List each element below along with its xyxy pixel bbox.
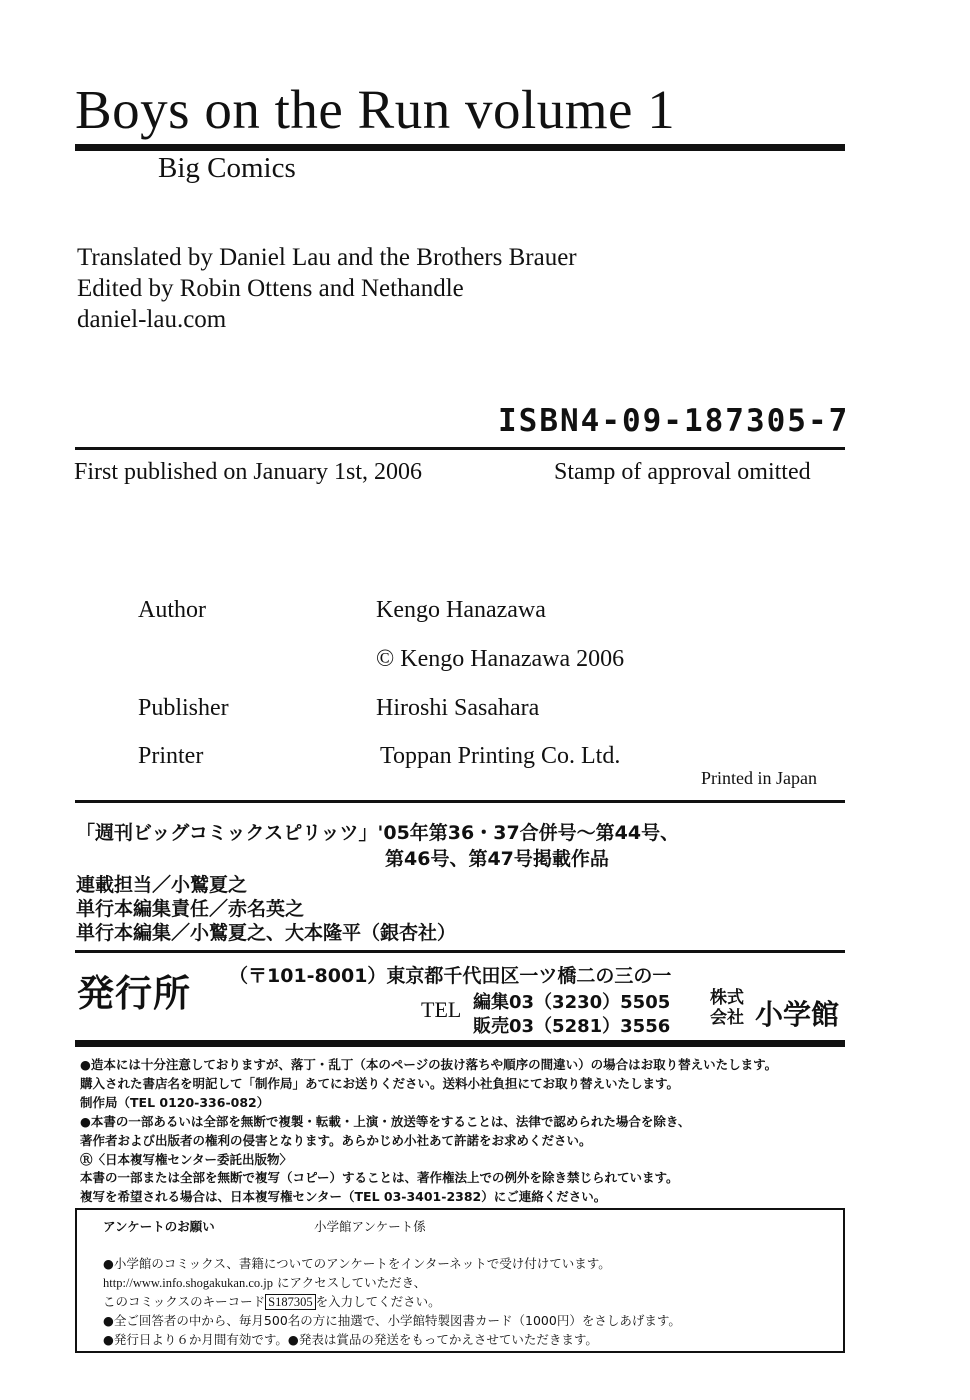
website-credit: daniel-lau.com xyxy=(77,306,227,333)
volume-chief-editor: 単行本編集責任／赤名英之 xyxy=(76,898,305,920)
survey-line: ●小学館のコミックス、書籍についてのアンケートをインターネットで受け付けています。 xyxy=(103,1256,611,1271)
author-label: Author xyxy=(138,597,206,623)
publisher-rule xyxy=(75,1040,845,1047)
publisher-label: Publisher xyxy=(138,695,229,721)
note-line: Ⓡ〈日本複写権センター委託出版物〉 xyxy=(80,1152,293,1167)
stamp-note: Stamp of approval omitted xyxy=(554,459,811,485)
survey-url-link[interactable]: http://www.info.shogakukan.co.jp xyxy=(103,1276,274,1290)
tel-sales: 販売03（5281）3556 xyxy=(473,1016,671,1037)
printed-in-japan: Printed in Japan xyxy=(701,768,817,788)
note-line: 複写を希望される場合は、日本複写権センター（TEL 03-3401-2382）にご連絡ください。 xyxy=(80,1189,607,1204)
series-name: Big Comics xyxy=(158,152,296,184)
survey-keycode-line xyxy=(103,1292,441,1310)
people-rule xyxy=(75,800,845,803)
keycode-box: S187305 xyxy=(265,1294,315,1310)
book-title: Boys on the Run volume 1 xyxy=(75,79,676,140)
survey-line: ●全ご回答者の中から、毎月500名の方に抽選で、小学館特製図書カード（1000円）をさしあげます。 xyxy=(103,1313,681,1328)
survey-heading: アンケートのお願い xyxy=(103,1219,215,1234)
tel-label: TEL xyxy=(421,997,462,1022)
publisher-address: （〒101-8001）東京都千代田区一ツ橋二の三の一 xyxy=(229,965,672,987)
note-line: 制作局（TEL 0120-336-082） xyxy=(80,1095,270,1110)
survey-department: 小学館アンケート係 xyxy=(314,1219,426,1234)
keycode-suffix: を入力してください。 xyxy=(315,1294,441,1309)
copyright-line: © Kengo Hanazawa 2006 xyxy=(376,646,625,672)
first-published: First published on January 1st, 2006 xyxy=(74,459,422,485)
isbn-rule xyxy=(75,447,845,450)
isbn: ISBN4-09-187305-7 xyxy=(498,403,850,439)
company-type-top: 株式 xyxy=(710,988,744,1008)
translator-credit: Translated by Daniel Lau and the Brothers Brauer xyxy=(77,244,577,271)
survey-url-line xyxy=(103,1273,426,1291)
printer-name: Toppan Printing Co. Ltd. xyxy=(380,743,621,769)
serial-editor: 連載担当／小鷲夏之 xyxy=(76,874,248,896)
publisher-office-label: 発行所 xyxy=(77,972,191,1015)
serialization-rule xyxy=(75,950,845,953)
note-line: ●本書の一部あるいは全部を無断で複製・転載・上演・放送等をすることは、法律で認められた場合を除き、 xyxy=(80,1114,691,1129)
note-line: 購入された書店名を明記して「制作局」あてにお送りください。送料小社負担にてお取り替えいたします。 xyxy=(80,1076,680,1091)
survey-line: ●発行日より６か月間有効です。●発表は賞品の発送をもってかえさせていただきます。 xyxy=(103,1332,598,1347)
tel-editorial: 編集03（3230）5505 xyxy=(473,992,671,1013)
printer-label: Printer xyxy=(138,743,204,769)
keycode-prefix: このコミックスのキーコード xyxy=(103,1294,266,1309)
company-type-bottom: 会社 xyxy=(710,1008,744,1028)
note-line: 著作者および出版者の権利の侵害となります。あらかじめ小社あて許諾をお求めください。 xyxy=(80,1133,592,1148)
note-line: ●造本には十分注意しておりますが、落丁・乱丁（本のページの抜け落ちや順序の間違い）の場合はお取り替えいたします。 xyxy=(80,1057,778,1072)
publisher-name: Hiroshi Sasahara xyxy=(376,695,540,721)
survey-url-suffix: にアクセスしていただき、 xyxy=(273,1275,427,1290)
serialization-line-2: 第46号、第47号掲載作品 xyxy=(385,848,609,870)
title-rule xyxy=(75,144,845,151)
volume-editors: 単行本編集／小鷲夏之、大本隆平（銀杏社） xyxy=(76,922,457,944)
publisher-company-name: 小学館 xyxy=(755,998,840,1031)
author-name: Kengo Hanazawa xyxy=(376,597,546,623)
editor-credit: Edited by Robin Ottens and Nethandle xyxy=(77,275,464,302)
note-line: 本書の一部または全部を無断で複写（コピー）することは、著作権法上での例外を除き禁じられています。 xyxy=(80,1170,679,1185)
serialization-line-1: 「週刊ビッグコミックスピリッツ」'05年第36・37合併号〜第44号、 xyxy=(76,822,680,844)
